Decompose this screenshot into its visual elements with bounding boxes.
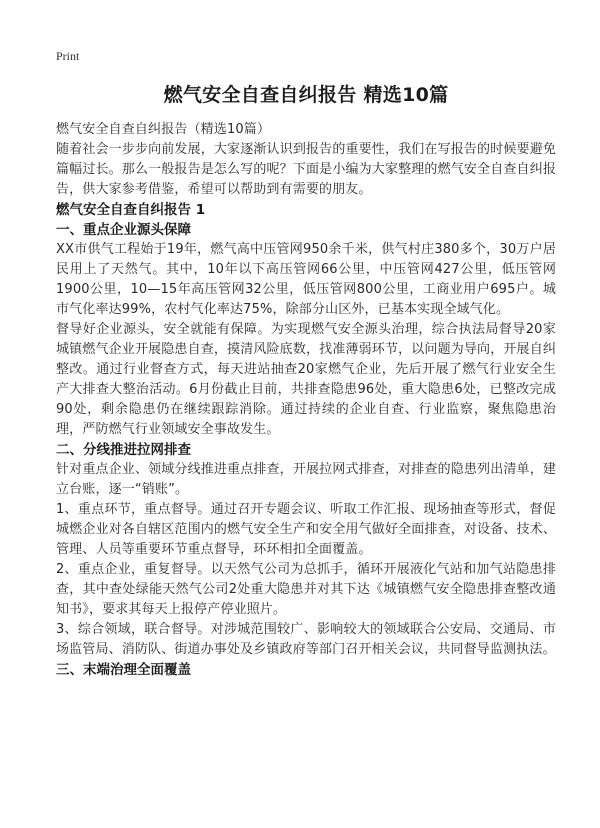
section2-paragraph-3: 2、重点企业，重复督导。以天然气公司为总抓手，循环开展液化气站和加气站隐患排查，其中查处绿能天然气公司2处重大隐患并对其下达《城镇燃气安全隐患排查整改通知书》，要求其每天上报停产停业照片。: [56, 562, 556, 617]
section2-paragraph-2: 1、重点环节，重点督导。通过召开专题会议、听取工作汇报、现场抽查等形式，督促城燃企业对各自辖区范围内的燃气安全生产和安全用气做好全面排查，对设备、技术、管理、人员等重要环节重点督导，环环相扣全面覆盖。: [56, 502, 556, 557]
section2-paragraph-1: 针对重点企业、领域分线推进重点排查，开展拉网式排查，对排查的隐患列出清单，建立台账，逐一“销账”。: [56, 462, 556, 497]
section-heading-1: 一、重点企业源头保障: [56, 222, 191, 238]
section-heading-3: 三、末端治理全面覆盖: [56, 662, 191, 678]
section1-paragraph-2: 督导好企业源头，安全就能有保障。为实现燃气安全源头治理，综合执法局督导20家城镇燃气企业开展隐患自查，摸清风险底数，找准薄弱环节，以问题为导向，开展自纠整改。通过行业督查方式，每天进站抽查20家燃气企业，先后开展了燃气行业安全生产大排查大整治活动。6月份截止目前，共排查隐患96处，重大隐患6处，已整改完成90处，剩余隐患仍在继续跟踪消除。通过持续的企业自查、行业监察，聚焦隐患治理，严防燃气行业领域安全事故发生。: [56, 322, 556, 437]
print-link[interactable]: Print: [56, 49, 80, 63]
document-title: 燃气安全自查自纠报告 精选10篇: [163, 84, 449, 106]
document-subtitle: 燃气安全自查自纠报告（精选10篇）: [56, 122, 271, 137]
section2-paragraph-4: 3、综合领域，联合督导。对涉城范围较广、影响较大的领域联合公安局、交通局、市场监管局、消防队、街道办事处及乡镇政府等部门召开相关会议，共同督导监测执法。: [56, 622, 556, 657]
document-body: [56, 120, 556, 680]
intro-paragraph: 随着社会一步步向前发展，大家逐渐认识到报告的重要性，我们在写报告的时候要避免篇幅过长。那么一般报告是怎么写的呢？下面是小编为大家整理的燃气安全自查自纠报告，供大家参考借鉴，希望可以帮助到有需要的朋友。: [56, 142, 556, 197]
section-heading-2: 二、分线推进拉网排查: [56, 442, 191, 458]
report-heading: 燃气安全自查自纠报告 1: [56, 202, 206, 218]
section1-paragraph-1: XX市供气工程始于19年，燃气高中压管网950余千米，供气村庄380多个，30万户居民用上了天然气。其中，10年以下高压管网66公里，中压管网427公里，低压管网1900公里，10—15年高压管网32公里，低压管网800公里，工商业用户695户。城市气化率达99%，农村气化率达75%，除部分山区外，已基本实现全域气化。: [56, 242, 556, 317]
